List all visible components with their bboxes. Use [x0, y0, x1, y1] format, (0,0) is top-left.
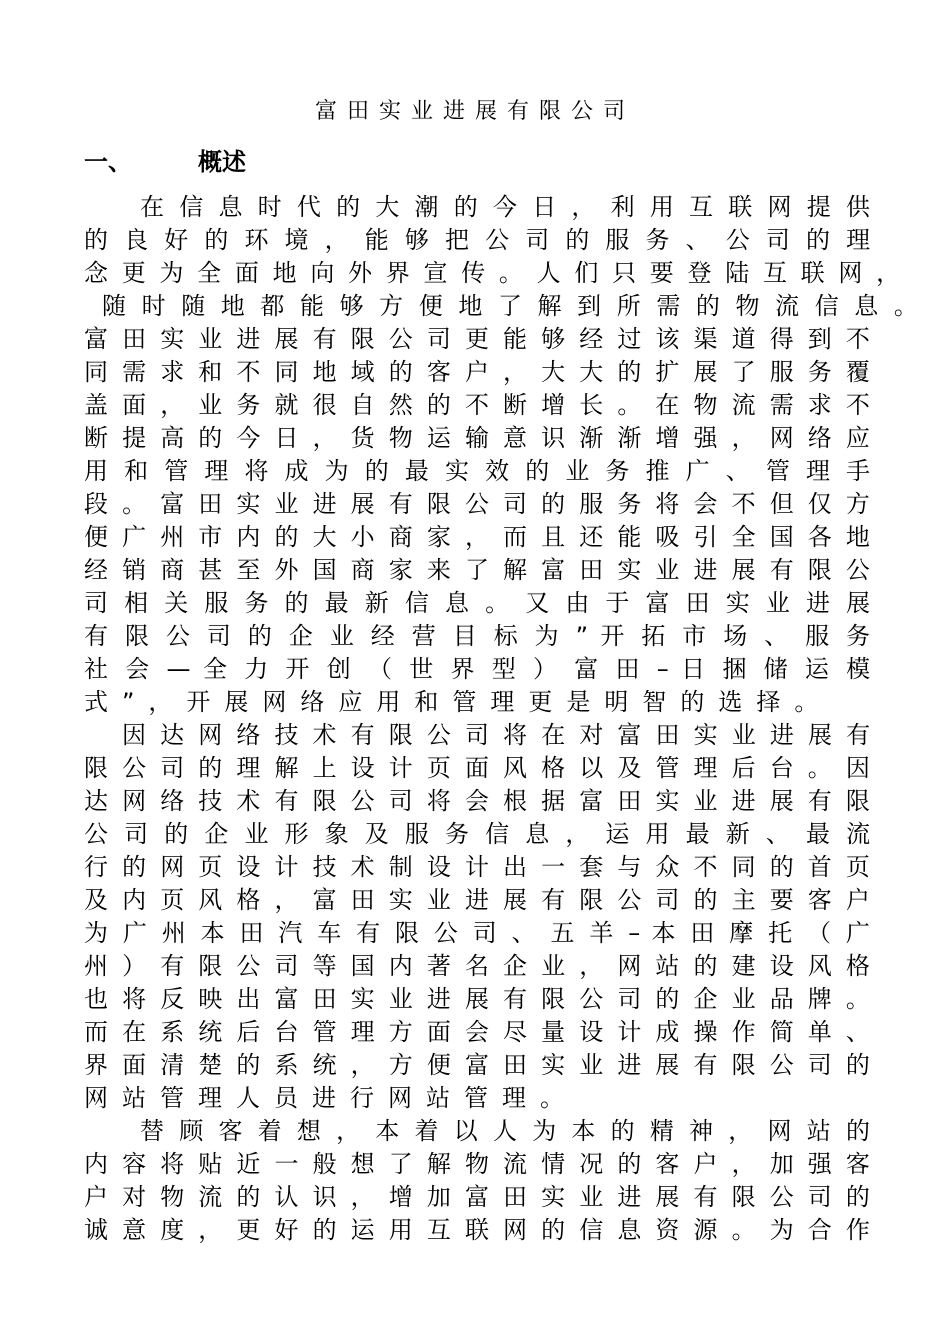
- text-line: 盖 面 ， 业 务 就 很 自 然 的 不 断 增 长 。 在 物 流 需 求 不: [84, 391, 870, 419]
- text-line: 断 提 高 的 今 日 ， 货 物 运 输 意 识 渐 渐 增 强 ， 网 络 应: [84, 424, 870, 452]
- text-line: 有 限 公 司 的 企 业 经 营 目 标 为 ” 开 拓 市 场 、 服 务: [84, 622, 871, 650]
- text-line: 的 良 好 的 环 境 ， 能 够 把 公 司 的 服 务 、 公 司 的 理: [84, 226, 871, 254]
- document-title: 富田实业进展有限公司: [314, 99, 635, 124]
- body-text: [84, 191, 918, 1247]
- text-line: 因 达 网 络 技 术 有 限 公 司 将 在 对 富 田 实 业 进 展 有: [122, 721, 871, 749]
- text-line: 替 顾 客 着 想 ， 本 着 以 人 为 本 的 精 神 ， 网 站 的: [140, 1117, 870, 1145]
- text-line: 诚 意 度 ， 更 好 的 运 用 互 联 网 的 信 息 资 源 。 为 合 作: [84, 1216, 870, 1244]
- text-line: 行 的 网 页 设 计 技 术 制 设 计 出 一 套 与 众 不 同 的 首 页: [84, 853, 870, 881]
- text-line: 富 田 实 业 进 展 有 限 公 司 更 能 够 经 过 该 渠 道 得 到 不: [84, 325, 870, 353]
- text-line: 内 容 将 贴 近 一 般 想 了 解 物 流 情 况 的 客 户 ， 加 强 客: [84, 1150, 870, 1178]
- text-line: 限 公 司 的 理 解 上 设 计 页 面 风 格 以 及 管 理 后 台 。 因: [84, 754, 870, 782]
- section-title: 概述: [198, 148, 246, 176]
- text-line: 也 将 反 映 出 富 田 实 业 进 展 有 限 公 司 的 企 业 品 牌 。: [84, 985, 870, 1013]
- text-line: 司 相 关 服 务 的 最 新 信 息 。 又 由 于 富 田 实 业 进 展: [84, 589, 871, 617]
- text-line: 式”，开展网络应用和管理更是明智的选择。: [84, 688, 833, 716]
- text-line: 而 在 系 统 后 台 管 理 方 面 会 尽 量 设 计 成 操 作 简 单 、: [84, 1018, 870, 1046]
- text-line: 用 和 管 理 将 成 为 的 最 实 效 的 业 务 推 广 、 管 理 手: [84, 457, 871, 485]
- text-line: 段 。 富 田 实 业 进 展 有 限 公 司 的 服 务 将 会 不 但 仅 方: [84, 490, 870, 518]
- text-line: 界 面 清 楚 的 系 统 ， 方 便 富 田 实 业 进 展 有 限 公 司 的: [84, 1051, 870, 1079]
- text-line: 户 对 物 流 的 认 识 ， 增 加 富 田 实 业 进 展 有 限 公 司 的: [84, 1183, 870, 1211]
- text-line: 同 需 求 和 不 同 地 域 的 客 户 ， 大 大 的 扩 展 了 服 务 覆: [84, 358, 870, 386]
- text-line: 公 司 的 企 业 形 象 及 服 务 信 息 ， 运 用 最 新 、 最 流: [84, 820, 871, 848]
- text-line: 念 更 为 全 面 地 向 外 界 宣 传 。 人 们 只 要 登 陆 互 联 网 ，: [84, 259, 901, 287]
- text-line: 经 销 商 甚 至 外 国 商 家 来 了 解 富 田 实 业 进 展 有 限 公: [84, 556, 870, 584]
- text-line: 在 信 息 时 代 的 大 潮 的 今 日 ， 利 用 互 联 网 提 供: [140, 193, 870, 221]
- text-line: 达 网 络 技 术 有 限 公 司 将 会 根 据 富 田 实 业 进 展 有 限: [84, 787, 870, 815]
- text-line: 及 内 页 风 格 ， 富 田 实 业 进 展 有 限 公 司 的 主 要 客 户: [84, 886, 870, 914]
- text-line: 网站管理人员进行网站管理。: [84, 1084, 578, 1112]
- text-line: 随 时 随 地 都 能 够 方 便 地 了 解 到 所 需 的 物 流 信 息 。: [102, 292, 918, 320]
- text-line: 社 会 — 全 力 开 创 （ 世 界 型 ） 富 田 – 日 捆 储 运 模: [84, 655, 871, 683]
- text-line: 州 ） 有 限 公 司 等 国 内 著 名 企 业 ， 网 站 的 建 设 风 格: [84, 952, 870, 980]
- text-line: 便 广 州 市 内 的 大 小 商 家 ， 而 且 还 能 吸 引 全 国 各 地: [84, 523, 870, 551]
- section-heading: [84, 145, 246, 179]
- section-number: 一、: [84, 148, 132, 176]
- text-line: 为 广 州 本 田 汽 车 有 限 公 司 、 五 羊 – 本 田 摩 托 （ 广: [84, 919, 870, 947]
